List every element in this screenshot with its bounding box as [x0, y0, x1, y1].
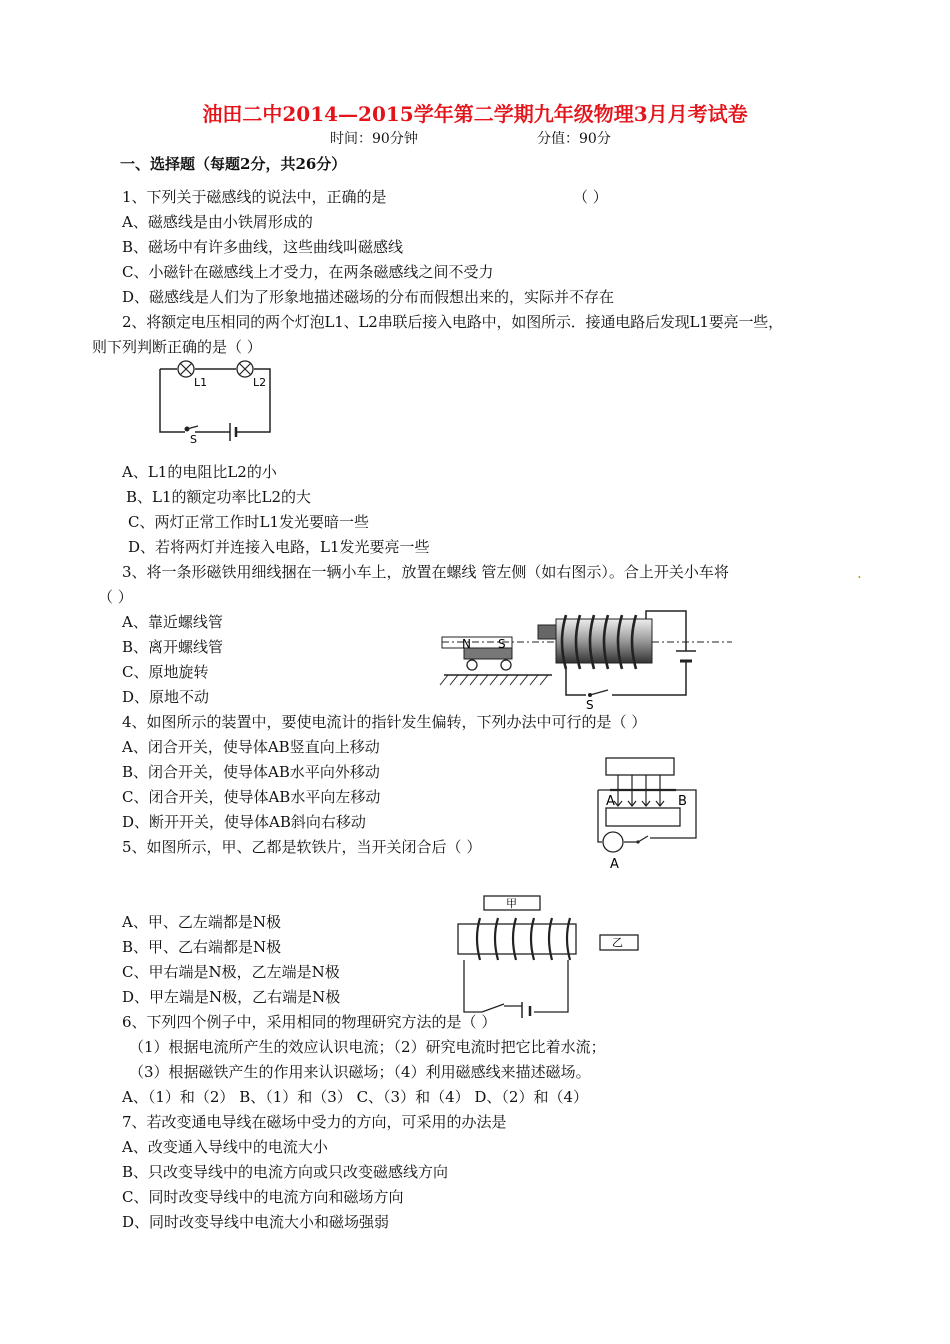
- q2-stem-line1: 2、将额定电压相同的两个灯泡L1、L2串联后接入电路中，如图所示．接通电路后发现L1要亮一些，: [122, 313, 784, 331]
- q1-option-d: D、磁感线是人们为了形象地描述磁场的分布而假想出来的，实际并不存在: [122, 288, 615, 306]
- q4-option-d: D、断开开关，使导体AB斜向右移动: [122, 813, 366, 831]
- q5-iron-yi: 乙: [612, 936, 623, 949]
- q2-option-d: D、若将两灯并连接入电路，L1发光要亮一些: [128, 538, 430, 556]
- q3-mark-dot: .: [857, 564, 862, 582]
- q3-solenoid-diagram: [436, 605, 736, 715]
- q3-option-c: C、原地旋转: [122, 663, 209, 681]
- q3-option-a: A、靠近螺线管: [122, 613, 223, 631]
- exam-title: 油田二中2014—2015学年第二学期九年级物理3月月考试卷: [202, 102, 748, 126]
- q5-solenoid-diagram: [452, 890, 652, 1018]
- q5-stem: 5、如图所示，甲、乙都是软铁片，当开关闭合后（ ）: [122, 838, 482, 856]
- q4-induction-diagram: [590, 750, 710, 870]
- q5-option-a: A、甲、乙左端都是N极: [122, 913, 281, 931]
- q1-option-c: C、小磁针在磁感线上才受力，在两条磁感线之间不受力: [122, 263, 494, 281]
- q7-option-c: C、同时改变导线中的电流方向和磁场方向: [122, 1188, 404, 1206]
- exam-time: 时间：90分钟: [330, 131, 418, 147]
- q7-option-d: D、同时改变导线中电流大小和磁场强弱: [122, 1213, 390, 1231]
- q6-items-line1: （1）根据电流所产生的效应认识电流；（2）研究电流时把它比着水流；: [129, 1038, 606, 1056]
- q5-option-c: C、甲右端是N极，乙左端是N极: [122, 963, 340, 981]
- q3-switch-label: S: [586, 698, 594, 712]
- q2-option-b: B、L1的额定功率比L2的大: [126, 488, 312, 506]
- q2-lamp1-label: L1: [194, 376, 208, 389]
- q6-stem: 6、下列四个例子中，采用相同的物理研究方法的是（ ）: [122, 1013, 497, 1031]
- q3-magnet-south: S: [498, 637, 506, 651]
- q7-option-b: B、只改变导线中的电流方向或只改变磁感线方向: [122, 1163, 449, 1181]
- q3-option-b: B、离开螺线管: [122, 638, 224, 656]
- q4-option-a: A、闭合开关，使导体AB竖直向上移动: [122, 738, 380, 756]
- q5-option-b: B、甲、乙右端都是N极: [122, 938, 282, 956]
- q2-switch-label: S: [190, 433, 197, 446]
- q2-option-a: A、L1的电阻比L2的小: [122, 463, 277, 481]
- q5-option-d: D、甲左端是N极，乙右端是N极: [122, 988, 341, 1006]
- q6-items-line2: （3）根据磁铁产生的作用来认识磁场；（4）利用磁感线来描述磁场。: [129, 1063, 591, 1081]
- q4-label-a: A: [606, 794, 615, 809]
- q5-iron-jia: 甲: [506, 897, 517, 910]
- q6-choices: A、（1）和（2） B、（1）和（3） C、（3）和（4） D、（2）和（4）: [122, 1088, 589, 1106]
- q1-stem: 1、下列关于磁感线的说法中，正确的是: [122, 188, 387, 206]
- q4-option-b: B、闭合开关，使导体AB水平向外移动: [122, 763, 380, 781]
- q4-option-c: C、闭合开关，使导体AB水平向左移动: [122, 788, 381, 806]
- q4-meter-label: A: [610, 857, 619, 872]
- q3-stem-line2: （ ）: [98, 588, 133, 606]
- q4-label-b: B: [678, 794, 687, 809]
- exam-score: 分值：90分: [537, 131, 611, 147]
- q3-stem-line1: 3、将一条形磁铁用细线捆在一辆小车上，放置在螺线 管左侧（如右图示）。合上开关小车将: [122, 563, 729, 581]
- q3-option-d: D、原地不动: [122, 688, 210, 706]
- q7-stem: 7、若改变通电导线在磁场中受力的方向，可采用的办法是: [122, 1113, 507, 1131]
- q2-stem-line2: 则下列判断正确的是（ ）: [92, 338, 262, 356]
- q1-answer-paren: （ ）: [573, 188, 608, 206]
- q1-option-b: B、磁场中有许多曲线，这些曲线叫磁感线: [122, 238, 404, 256]
- q2-lamp2-label: L2: [253, 376, 267, 389]
- section-heading: 一、选择题（每题2分，共26分）: [120, 155, 347, 173]
- q7-option-a: A、改变通入导线中的电流大小: [122, 1138, 328, 1156]
- q2-circuit-diagram: [150, 355, 280, 445]
- q4-stem: 4、如图所示的装置中，要使电流计的指针发生偏转，下列办法中可行的是（ ）: [122, 713, 647, 731]
- q2-option-c: C、两灯正常工作时L1发光要暗一些: [128, 513, 369, 531]
- q3-magnet-north: N: [462, 637, 471, 651]
- q1-option-a: A、磁感线是由小铁屑形成的: [122, 213, 313, 231]
